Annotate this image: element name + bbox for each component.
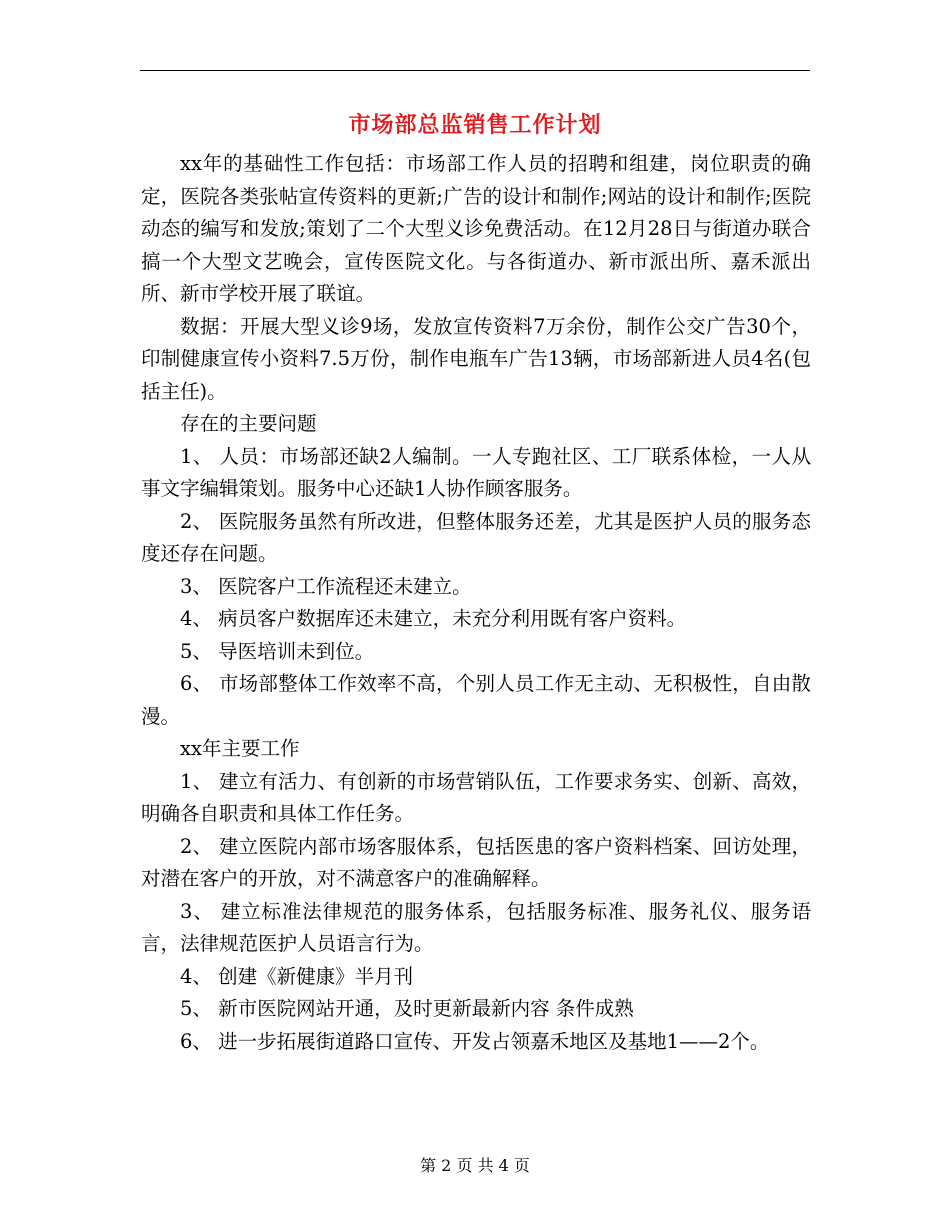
list-item-work-6: 6、 进一步拓展街道路口宣传、开发占领嘉禾地区及基地1——2个。 <box>180 1029 770 1053</box>
list-item-problem-6: 6、 市场部整体工作效率不高，个别人员工作无主动、无积极性，自由散漫。 <box>141 672 811 728</box>
section-heading-main-work: xx年主要工作 <box>180 737 300 760</box>
list-item-work-2: 2、 建立医院内部市场客服体系，包括医患的客户资料档案、回访处理，对潜在客户的开放，对不满意客户的准确解释。 <box>141 834 811 890</box>
list-item-problem-4: 4、 病员客户数据库还未建立，未充分利用既有客户资料。 <box>180 607 687 630</box>
list-item-problem-3: 3、 医院客户工作流程还未建立。 <box>180 574 472 598</box>
list-item-problem-2: 2、 医院服务虽然有所改进，但整体服务还差，尤其是医护人员的服务态度还存在问题。 <box>141 509 811 565</box>
page-footer: 第 2 页 共 4 页 <box>420 1156 530 1175</box>
list-item-problem-1: 1、 人员：市场部还缺2人编制。一人专跑社区、工厂联系体检，一人从事文字编辑策划。服务中心还缺1人协作顾客服务。 <box>141 444 811 500</box>
list-item-work-4: 4、 创建《新健康》半月刊 <box>180 964 414 988</box>
list-item-work-1: 1、 建立有活力、有创新的市场营销队伍，工作要求务实、创新、高效，明确各自职责和具体工作任务。 <box>141 769 811 825</box>
section-heading-problems: 存在的主要问题 <box>180 412 317 435</box>
document-body <box>141 148 811 1058</box>
paragraph-data: 数据：开展大型义诊9场，发放宣传资料7万余份，制作公交广告30个，印制健康宣传小资料7.5万份，制作电瓶车广告13辆，市场部新进人员4名(包括主任)。 <box>141 314 811 403</box>
list-item-work-3: 3、 建立标准法律规范的服务体系，包括服务标准、服务礼仪、服务语言，法律规范医护人员语言行为。 <box>141 899 811 955</box>
header-rule <box>140 70 810 71</box>
list-item-problem-5: 5、 导医培训未到位。 <box>180 639 375 663</box>
paragraph-intro: xx年的基础性工作包括：市场部工作人员的招聘和组建，岗位职责的确定，医院各类张帖宣传资料的更新;广告的设计和制作;网站的设计和制作;医院动态的编写和发放;策划了二个大型义诊免费活动。在12月28日与街道办联合搞一个大型文艺晚会，宣传医院文化。与各街道办、新市派出所、嘉禾派出所、新市学校开展了联谊。 <box>141 152 811 305</box>
document-title: 市场部总监销售工作计划 <box>348 112 602 138</box>
list-item-work-5: 5、 新市医院网站开通，及时更新最新内容 条件成熟 <box>180 997 634 1020</box>
